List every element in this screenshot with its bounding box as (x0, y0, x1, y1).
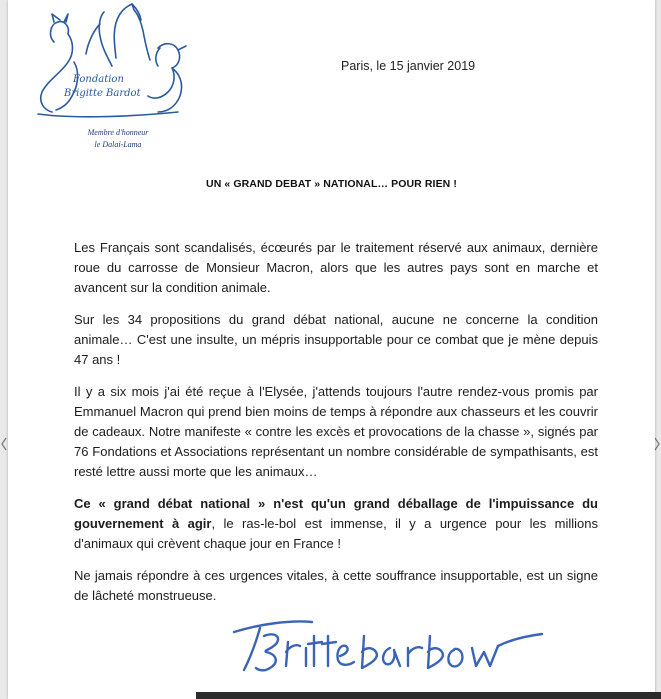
foundation-logo-drawing-icon (28, 2, 188, 127)
paragraph-4-bold: Ce « grand débat national » n'est qu'un grand déballage de l'impuissance du gouvernement à agir (74, 496, 598, 531)
honor-line-2: le Dalaï-Lama (94, 140, 142, 149)
letter-title: UN « GRAND DEBAT » NATIONAL… POUR RIEN ! (206, 178, 457, 190)
letter-date: Paris, le 15 janvier 2019 (341, 59, 476, 73)
paragraph-1: Les Français sont scandalisés, écœurés par le traitement réservé aux animaux, dernière roue du carrosse de Monsieur Macron, alors que les autres pays sont en marche et avancent sur la condition animale. (74, 240, 598, 295)
logo-text-fondation: Fondation (73, 74, 124, 85)
paragraph-2: Sur les 34 propositions du grand débat national, aucune ne concerne la condition animale… C'est une insulte, un mépris insupportable pour ce combat que je mène depuis 47 ans ! (74, 312, 598, 367)
previous-arrow-icon[interactable] (0, 436, 8, 452)
handwritten-signature-icon (230, 612, 550, 682)
paragraph-4-rest: , le ras-le-bol est immense, il y a urgence pour les millions d'animaux qui crèvent chaque jour en France ! (74, 516, 598, 551)
honor-line-1: Membre d'honneur (87, 128, 149, 137)
paragraph-5: Ne jamais répondre à ces urgences vitales, à cette souffrance insupportable, est un signe de lâcheté monstrueuse. (74, 568, 598, 603)
honorary-member-caption (78, 127, 158, 151)
signature (230, 612, 550, 682)
foundation-logo (28, 2, 188, 127)
bottom-dark-bar (196, 692, 661, 699)
paragraph-4 (74, 494, 598, 554)
letter-page (8, 0, 655, 699)
paragraph-3: Il y a six mois j'ai été reçue à l'Elysée, j'attends toujours l'autre rendez-vous promis par Emmanuel Macron qui prend bien moins de temps à répondre aux chasseurs et les couvrir de cadeaux. Notre manifeste « contre les excès et provocations de la chasse », signés par 76 Fondations et Associations représentant un nombre considérable de sympathisants, est resté lettre aussi morte que les animaux… (74, 384, 598, 479)
logo-text-name: Brigitte Bardot (64, 88, 141, 99)
letter-body (74, 238, 598, 618)
